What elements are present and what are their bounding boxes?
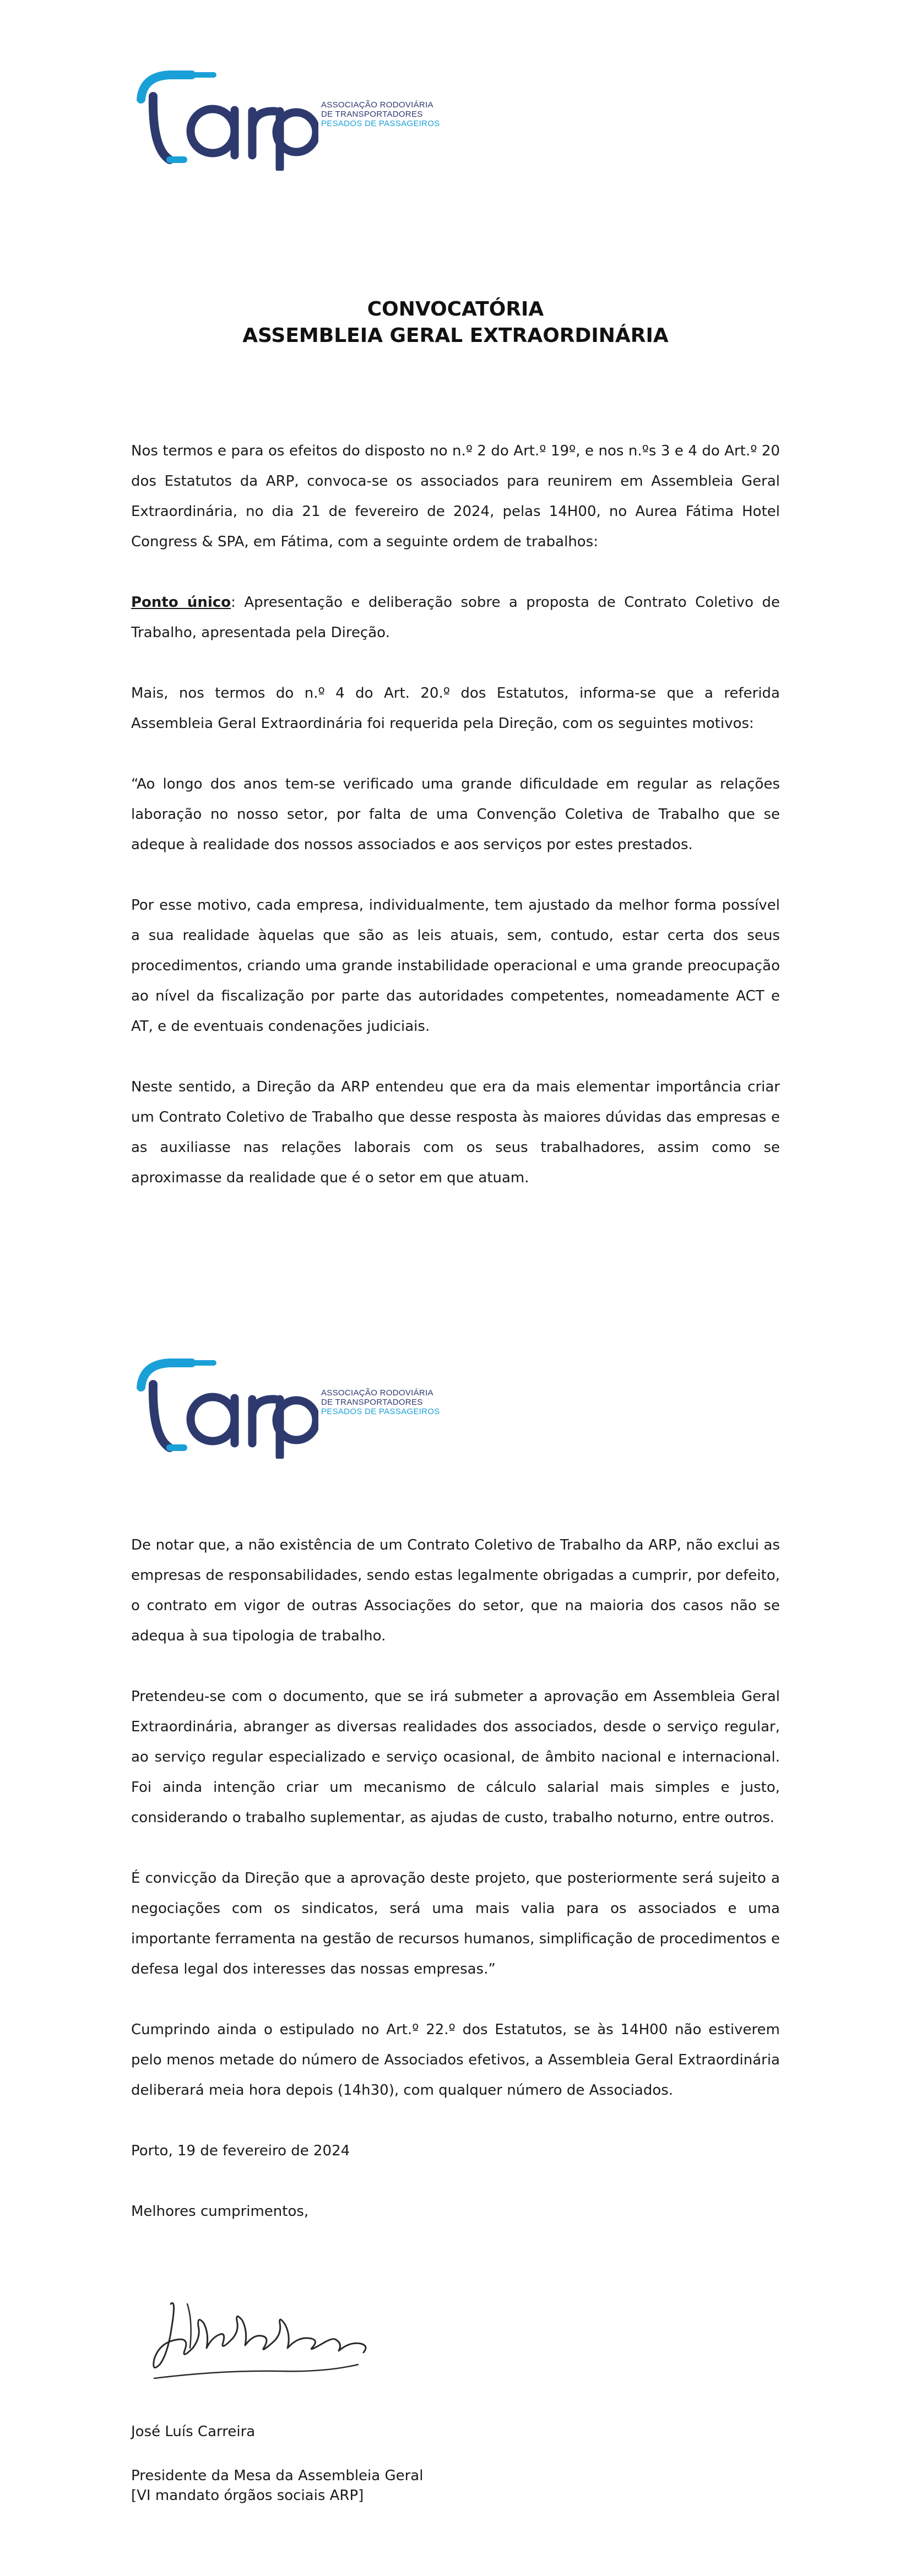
page-1-body [131,436,780,1193]
arp-logo-mark-icon [131,66,318,171]
quote-paragraph-3: Neste sentido, a Direção da ARP entendeu que era da mais elementar importância criar um Contrato Coletivo de Trabalho que desse resposta às maiores dúvidas das empresas e as auxiliasse nas relações laborais com os seus trabalhadores, assim como se aproximasse da realidade que é o setor em que atuam. [131,1079,780,1186]
quote-paragraph-2: Por esse motivo, cada empresa, individualmente, tem ajustado da melhor forma possível a sua realidade àquelas que são as leis atuais, sem, contudo, estar certa dos seus procedimentos, criando uma grande instabilidade operacional e uma grande preocupação ao nível da fiscalização por parte das autoridades competentes, nomeadamente ACT e AT, e de eventuais condenações judiciais. [131,897,780,1035]
signature-icon [138,2282,397,2409]
agenda-paragraph [131,588,780,648]
signer-block [131,2417,627,2506]
title-line-2: ASSEMBLEIA GERAL EXTRAORDINÁRIA [242,324,669,347]
logo-text [321,1388,440,1416]
signer-name: José Luís Carreira [131,2423,256,2440]
motives-intro-paragraph: Mais, nos termos do n.º 4 do Art. 20.º dos Estatutos, informa-se que a referida Assembleia Geral Extraordinária foi requerida pela Direção, com os seguintes motivos: [131,685,780,732]
quote-paragraph-1: “Ao longo dos anos tem-se verificado uma grande dificuldade em regular as relações laboração no nosso setor, por falta de uma Convenção Coletiva de Trabalho que se adeque à realidade dos nossos associados e aos serviços por estes prestados. [131,776,780,853]
handwritten-signature [138,2282,397,2409]
signer-role: Presidente da Mesa da Assembleia Geral [131,2468,424,2484]
closing-salutation: Melhores cumprimentos, [131,2203,309,2220]
intro-paragraph: Nos termos e para os efeitos do disposto no n.º 2 do Art.º 19º, e nos n.ºs 3 e 4 do Art.º 20 dos Estatutos da ARP, convoca-se os associados para reunirem em Assembleia Geral Extraordinária, no dia 21 de fevereiro de 2024, pelas 14H00, no Aurea Fátima Hotel Congress & SPA, em Fátima, com a seguinte ordem de trabalhos: [131,443,780,550]
title-line-1: CONVOCATÓRIA [367,298,544,320]
document-title [131,296,780,349]
page-2-body [131,1530,780,2227]
paragraph-no-contract: De notar que, a não existência de um Contrato Coletivo de Trabalho da ARP, não exclui as empresas de responsabilidades, sendo estas legalmente obrigadas a cumprir, por defeito, o contrato em vigor de outras Associações do setor, que na maioria dos casos não se adequa à sua tipologia de trabalho. [131,1537,780,1644]
agenda-text: : Apresentação e deliberação sobre a proposta de Contrato Coletivo de Trabalho, apresentada pela Direção. [131,594,780,641]
arp-logo-mark-icon [131,1354,318,1459]
agenda-label: Ponto único [131,594,231,611]
place-date: Porto, 19 de fevereiro de 2024 [131,2143,350,2159]
paragraph-conviction: É convicção da Direção que a aprovação deste projeto, que posteriormente será sujeito a negociações com os sindicatos, será uma mais valia para os associados e uma importante ferramenta na gestão de recursos humanos, simplificação de procedimentos e defesa legal dos interesses das nossas empresas.” [131,1870,780,1977]
logo-line-1: ASSOCIAÇÃO RODOVIÁRIA [321,1388,433,1398]
paragraph-quorum: Cumprindo ainda o estipulado no Art.º 22.º dos Estatutos, se às 14H00 não estiverem pelo menos metade do número de Associados efetivos, a Assembleia Geral Extraordinária deliberará meia hora depois (14h30), com qualquer número de Associados. [131,2021,780,2099]
paragraph-document-scope: Pretendeu-se com o documento, que se irá submeter a aprovação em Assembleia Geral Extraordinária, abranger as diversas realidades dos associados, desde o serviço regular, ao serviço regular especializado e serviço ocasional, de âmbito nacional e internacional. Foi ainda intenção criar um mecanismo de cálculo salarial mais simples e justo, considerando o trabalho suplementar, as ajudas de custo, trabalho noturno, entre outros. [131,1688,780,1826]
arp-logo-page-2 [131,1354,462,1459]
arp-logo [131,66,462,171]
logo-line-1: ASSOCIAÇÃO RODOVIÁRIA [321,100,433,110]
logo-line-3: PESADOS DE PASSAGEIROS [321,1407,440,1416]
logo-line-3: PESADOS DE PASSAGEIROS [321,119,440,128]
logo-text [321,100,440,128]
signer-mandate: [VI mandato órgãos sociais ARP] [131,2487,364,2504]
logo-line-2: DE TRANSPORTADORES [321,110,423,119]
logo-line-2: DE TRANSPORTADORES [321,1398,423,1407]
page-2 [0,1288,911,2576]
